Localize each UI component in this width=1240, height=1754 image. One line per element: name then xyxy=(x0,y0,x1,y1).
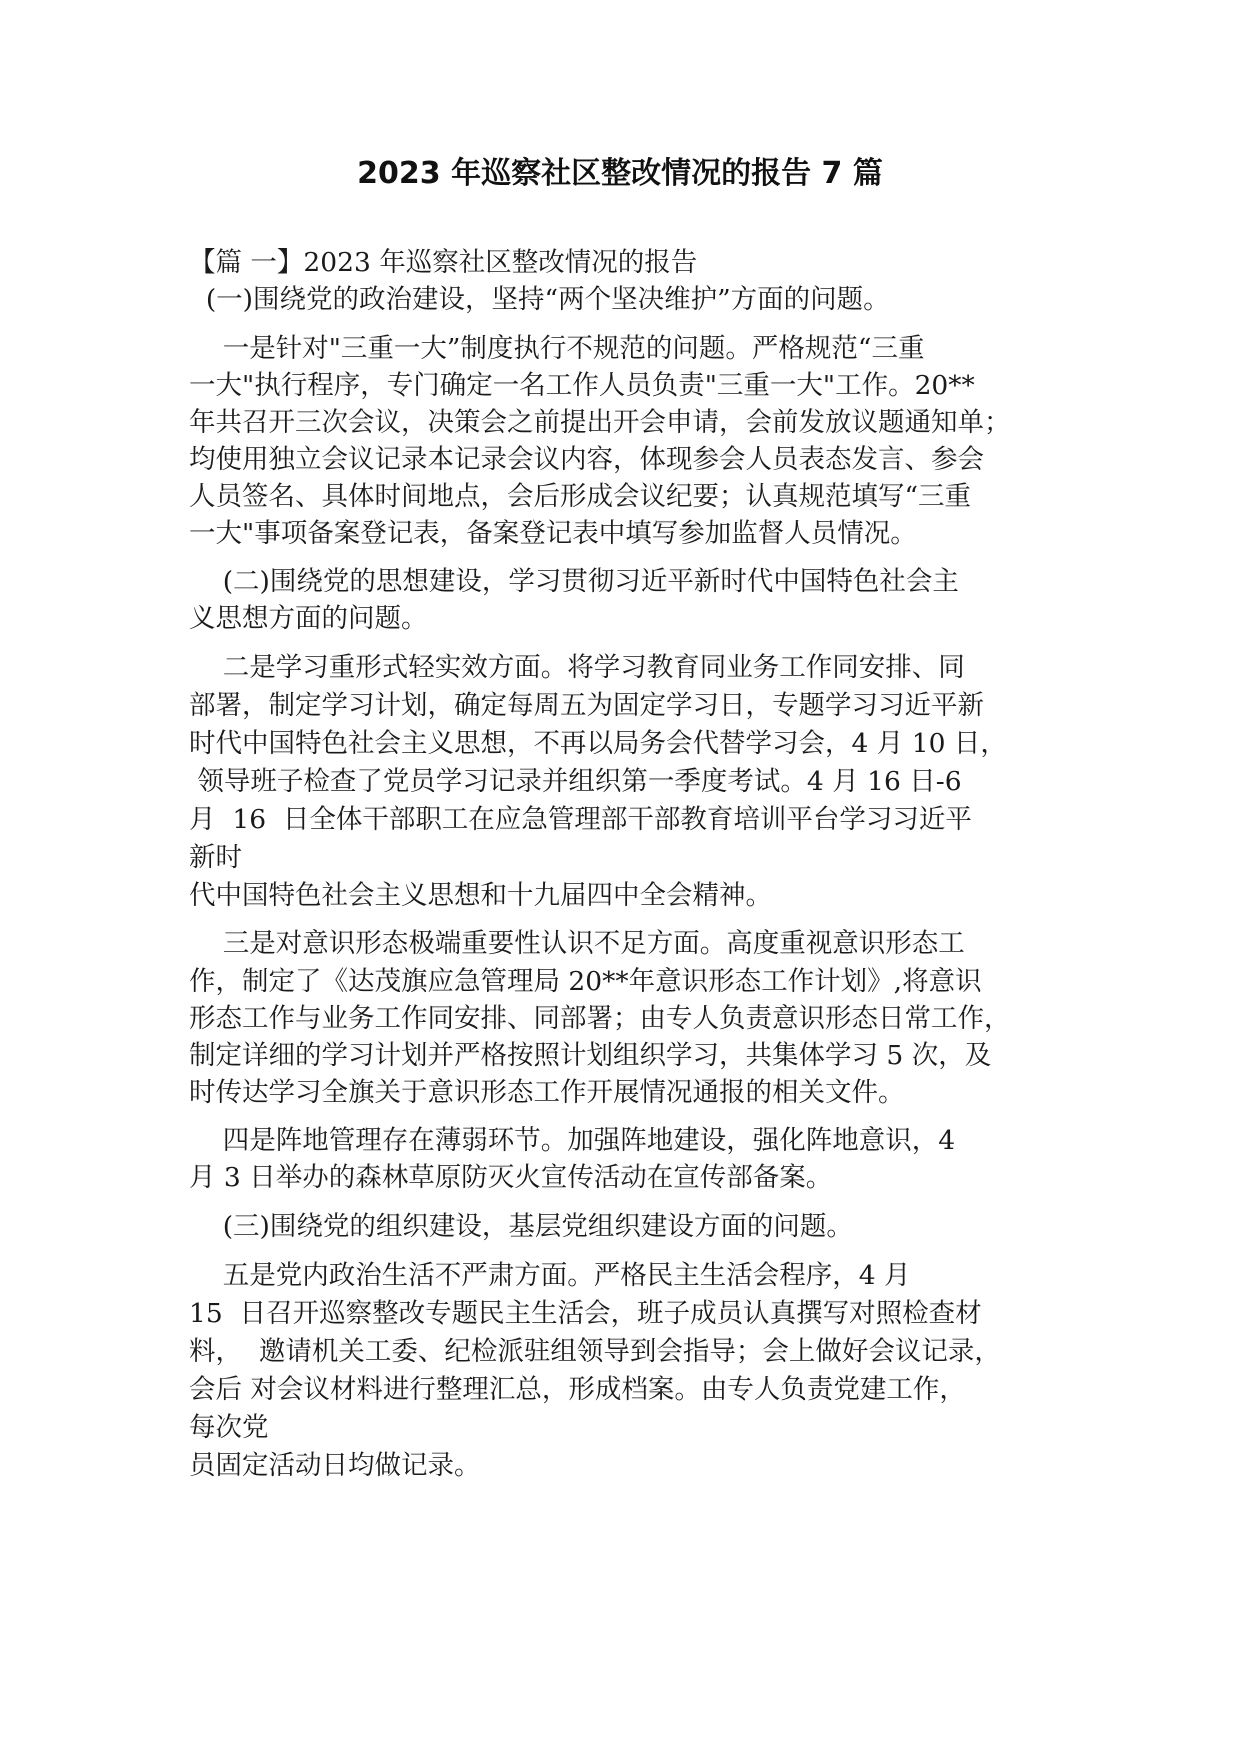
text-line: 时传达学习全旗关于意识形态工作开展情况通报的相关文件。 xyxy=(189,1077,905,1108)
text-line: 部署，制定学习计划，确定每周五为固定学习日，专题学习习近平新 xyxy=(189,690,984,721)
text-line: 四是阵地管理存在薄弱环节。加强阵地建设，强化阵地意识，4 xyxy=(189,1125,956,1156)
document-title: 2023 年巡察社区整改情况的报告 7 篇 xyxy=(357,156,883,191)
text-line: 员固定活动日均做记录。 xyxy=(189,1450,481,1481)
text-line: 二是学习重形式轻实效方面。将学习教育同业务工作同安排、同 xyxy=(189,652,965,683)
text-line: 领导班子检查了党员学习记录并组织第一季度考试。4 月 16 日-6 xyxy=(189,766,962,797)
text-line: 会后 对会议材料进行整理汇总，形成档案。由专人负责党建工作， xyxy=(189,1374,966,1405)
text-line: (一)围绕党的政治建设，坚持“两个坚决维护”方面的问题。 xyxy=(189,284,890,315)
text-line: 形态工作与业务工作同安排、同部署；由专人负责意识形态日常工作， xyxy=(189,1003,1011,1034)
text-line: 五是党内政治生活不严肃方面。严格民主生活会程序，4 月 xyxy=(189,1260,911,1291)
text-line: 一是针对"三重一大”制度执行不规范的问题。严格规范“三重 xyxy=(189,333,925,364)
text-line: 均使用独立会议记录本记录会议内容，体现参会人员表态发言、参会 xyxy=(189,444,984,475)
text-line: 每次党 xyxy=(189,1412,269,1443)
text-line: 料， 邀请机关工委、纪检派驻组领导到会指导；会上做好会议记录， xyxy=(189,1336,1001,1367)
text-line: 义思想方面的问题。 xyxy=(189,603,428,634)
text-line: 月 16 日全体干部职工在应急管理部干部教育培训平台学习习近平 xyxy=(189,804,972,835)
text-line: 人员签名、具体时间地点，会后形成会议纪要；认真规范填写“三重 xyxy=(189,481,972,512)
text-line: (三)围绕党的组织建设，基层党组织建设方面的问题。 xyxy=(189,1211,853,1242)
text-line: 一大"执行程序，专门确定一名工作人员负责"三重一大"工作。20** xyxy=(189,370,975,401)
text-line: (二)围绕党的思想建设，学习贯彻习近平新时代中国特色社会主 xyxy=(189,566,959,597)
text-line: 作，制定了《达茂旗应急管理局 20**年意识形态工作计划》,将意识 xyxy=(189,966,982,997)
text-line: 年共召开三次会议，决策会之前提出开会申请，会前发放议题通知单； xyxy=(189,407,1011,438)
text-line: 制定详细的学习计划并严格按照计划组织学习，共集体学习 5 次，及 xyxy=(189,1040,992,1071)
text-line: 新时 xyxy=(189,842,242,873)
text-line: 代中国特色社会主义思想和十九届四中全会精神。 xyxy=(189,880,772,911)
text-line: 一大"事项备案登记表，备案登记表中填写参加监督人员情况。 xyxy=(189,518,917,549)
text-line: 15 日召开巡察整改专题民主生活会，班子成员认真撰写对照检查材 xyxy=(189,1298,982,1329)
text-line: 时代中国特色社会主义思想，不再以局务会代替学习会，4 月 10 日， xyxy=(189,728,1007,759)
text-line: 月 3 日举办的森林草原防灭火宣传活动在宣传部备案。 xyxy=(189,1162,833,1193)
text-line: 三是对意识形态极端重要性认识不足方面。高度重视意识形态工 xyxy=(189,928,965,959)
text-line: 【篇 一】2023 年巡察社区整改情况的报告 xyxy=(189,247,698,278)
